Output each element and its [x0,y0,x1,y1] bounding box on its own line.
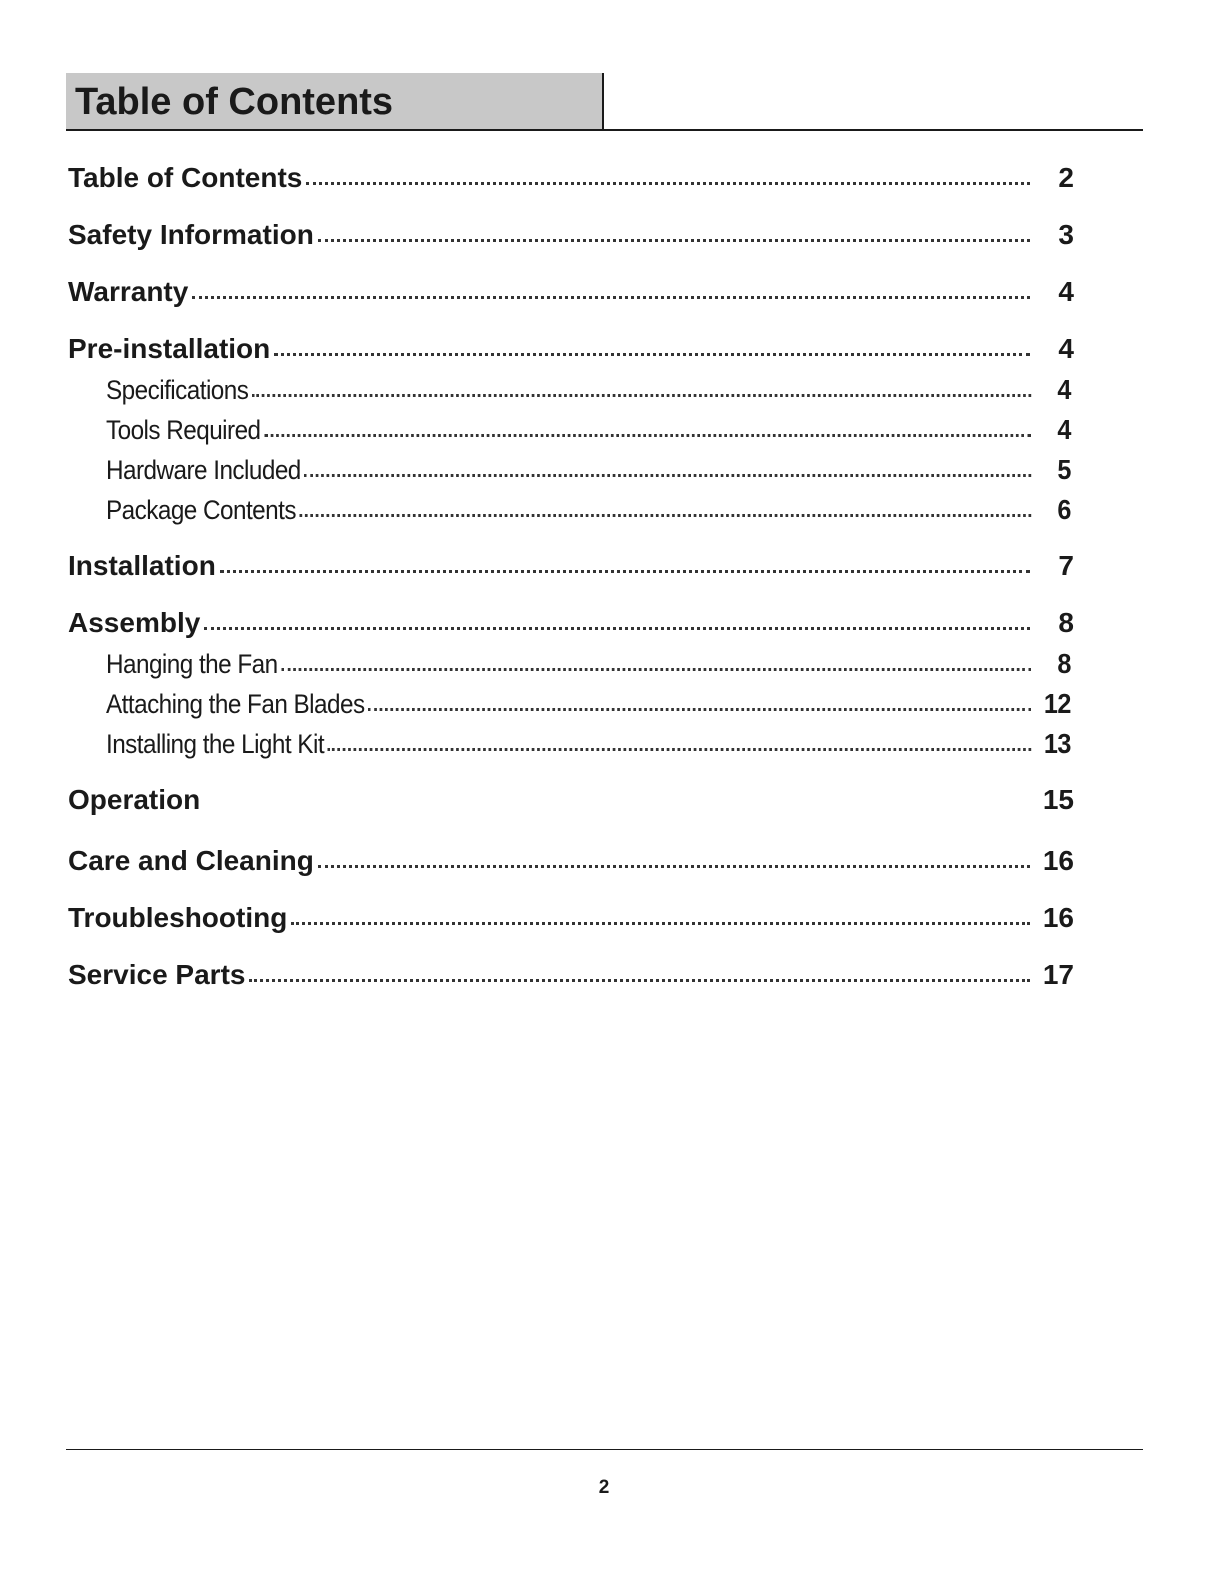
toc-entry-page: 4 [1058,276,1074,307]
toc-subentry[interactable] [106,648,1071,680]
dot-leader [300,514,1032,517]
toc-entry-label: Package Contents [106,495,296,525]
toc-subentry[interactable] [106,454,1071,486]
dot-leader [318,239,1030,242]
toc-entry[interactable] [68,219,1074,251]
toc-entry-label: Table of Contents [68,162,303,193]
toc-entry-label: Installation [68,550,216,581]
dot-leader [306,182,1030,185]
toc-entry-label: Care and Cleaning [68,845,314,876]
toc-entry-label: Warranty [68,276,189,307]
toc-entry-label: Troubleshooting [68,902,288,933]
toc-entry-page: 4 [1057,414,1071,445]
toc-entry-label: Operation [68,784,201,815]
toc-entry-page: 2 [1058,162,1074,193]
toc-subentry[interactable] [106,414,1071,446]
toc-entry[interactable] [68,784,1074,816]
dot-leader [274,353,1030,356]
toc-entry-page: 7 [1058,550,1074,581]
dot-leader [328,748,1032,751]
dot-leader [318,865,1030,868]
toc-entry-page: 4 [1058,333,1074,364]
footer-divider [66,1449,1143,1450]
toc-entry-page: 15 [1042,784,1074,815]
dot-leader [291,922,1030,925]
toc-entry[interactable] [68,845,1074,877]
toc-entry-page: 16 [1042,902,1074,933]
toc-entry[interactable] [68,550,1074,582]
toc-entry[interactable] [68,162,1074,194]
toc-subentry[interactable] [106,688,1071,720]
toc-entry-page: 8 [1058,607,1074,638]
toc-entry-label: Specifications [106,375,249,405]
toc-entry-label: Safety Information [68,219,314,250]
toc-entry-label: Hanging the Fan [106,649,278,679]
dot-leader [252,394,1031,397]
dot-leader [281,668,1031,671]
toc-subentry[interactable] [106,494,1071,526]
toc-entry-label: Hardware Included [106,455,301,485]
dot-leader [204,627,1030,630]
toc-entry-page: 13 [1043,728,1071,759]
toc-entry-label: Assembly [68,607,201,638]
toc-entry-label: Tools Required [106,415,261,445]
toc-subentry[interactable] [106,728,1071,760]
toc-entry-page: 8 [1057,648,1071,679]
dot-leader [264,434,1031,437]
dot-leader [304,474,1031,477]
toc-subentry[interactable] [106,374,1071,406]
page-number: 2 [598,1477,610,1498]
toc-entry-page: 6 [1057,494,1071,525]
dot-leader [249,979,1030,982]
dot-leader [192,296,1030,299]
page-title: Table of Contents [75,81,394,123]
toc-entry[interactable] [68,902,1074,934]
toc-entry[interactable] [68,333,1074,365]
toc-entry-page: 16 [1042,845,1074,876]
toc-entry-page: 12 [1043,688,1071,719]
toc-entry-page: 17 [1042,959,1074,990]
toc-entry-page: 3 [1058,219,1074,250]
dot-leader [368,708,1031,711]
toc-entry[interactable] [68,959,1074,991]
toc-entry[interactable] [68,276,1074,308]
toc-entry-page: 5 [1057,454,1071,485]
toc-entry-label: Pre-installation [68,333,271,364]
toc-entry[interactable] [68,607,1074,639]
toc-entry-page: 4 [1057,374,1071,405]
toc-entry-label: Service Parts [68,959,246,990]
toc-entry-label: Installing the Light Kit [106,729,325,759]
dot-leader [220,570,1030,573]
toc-entry-label: Attaching the Fan Blades [106,689,365,719]
